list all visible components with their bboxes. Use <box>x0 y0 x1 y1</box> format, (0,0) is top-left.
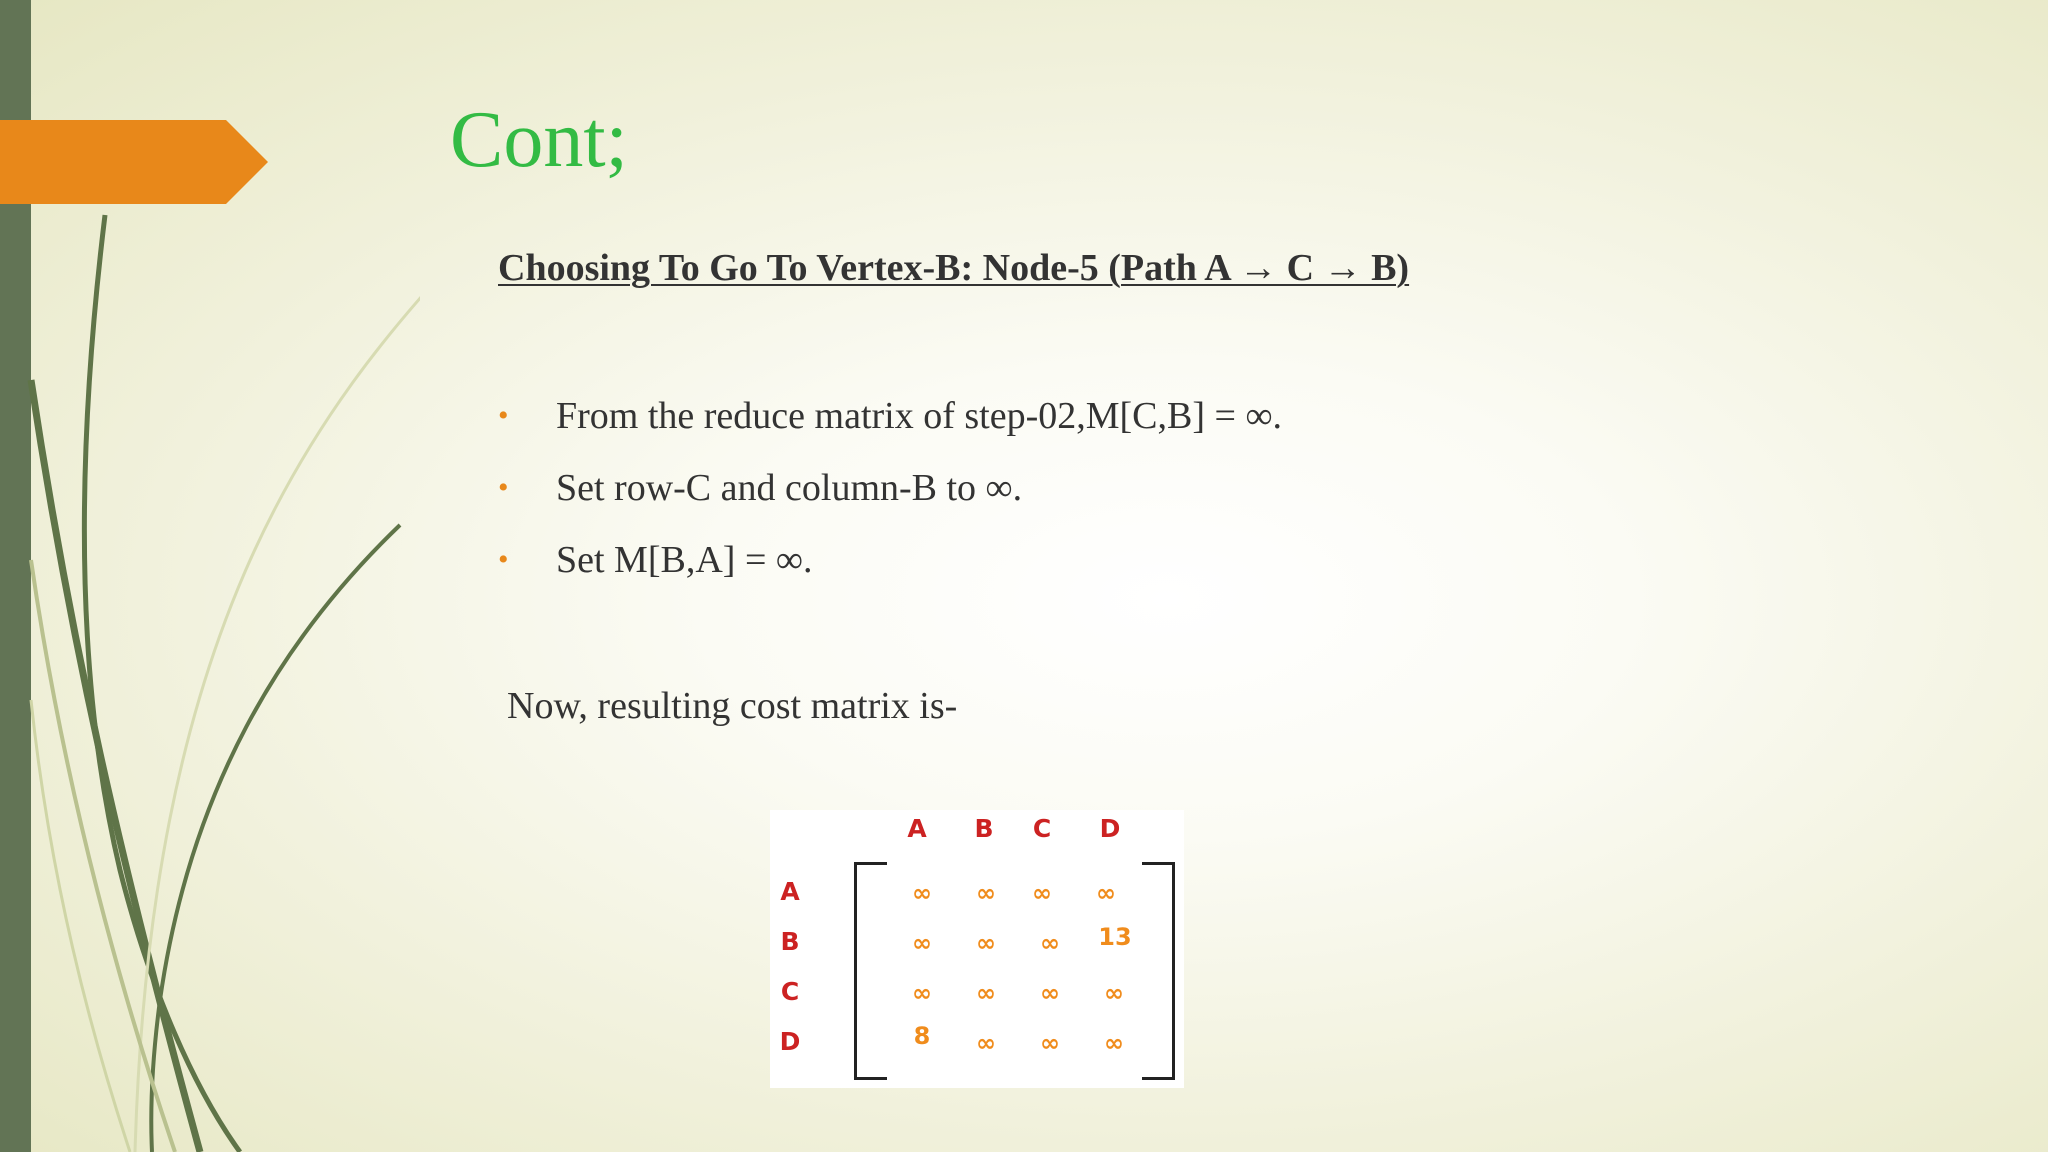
matrix-col-header: A <box>907 814 927 843</box>
bullet-item <box>498 464 1282 536</box>
matrix-col-header: B <box>974 814 994 843</box>
slide-title: Cont; <box>450 96 628 184</box>
matrix-cell: ∞ <box>976 879 996 907</box>
matrix-row-header: D <box>779 1027 801 1056</box>
matrix-row-header: C <box>780 977 800 1006</box>
matrix-row-header: A <box>780 877 800 906</box>
bullet-item <box>498 392 1282 464</box>
matrix-cell: ∞ <box>1032 879 1052 907</box>
result-caption: Now, resulting cost matrix is- <box>507 685 958 727</box>
bullet-list <box>498 392 1282 608</box>
matrix-cell: 8 <box>913 1022 931 1050</box>
matrix-cell: ∞ <box>912 929 932 957</box>
matrix-cell: ∞ <box>1096 879 1116 907</box>
bullet-item <box>498 536 1282 608</box>
bullet-dot-icon: • <box>498 543 509 576</box>
bullet-dot-icon: • <box>498 471 509 504</box>
matrix-cell: 13 <box>1098 923 1132 951</box>
bullet-text: Set M[B,A] = ∞. <box>556 539 813 581</box>
slide-subtitle: Choosing To Go To Vertex-B: Node-5 (Path A → C → B) <box>498 247 1410 289</box>
matrix-col-header: D <box>1099 814 1121 843</box>
matrix-cell: ∞ <box>912 879 932 907</box>
matrix-cell: ∞ <box>1104 979 1124 1007</box>
matrix-col-header: C <box>1032 814 1052 843</box>
arrow-tab <box>0 0 270 210</box>
bullet-text: From the reduce matrix of step-02,M[C,B] = ∞. <box>556 395 1283 437</box>
matrix-right-bracket <box>1142 862 1175 1080</box>
bullet-text: Set row-C and column-B to ∞. <box>556 467 1023 509</box>
matrix-cell: ∞ <box>1040 1029 1060 1057</box>
matrix-cell: ∞ <box>1040 929 1060 957</box>
cost-matrix-image <box>770 810 1184 1088</box>
matrix-cell: ∞ <box>1040 979 1060 1007</box>
matrix-cell: ∞ <box>976 929 996 957</box>
matrix-cell: ∞ <box>976 1029 996 1057</box>
matrix-cell: ∞ <box>912 979 932 1007</box>
bullet-dot-icon: • <box>498 399 509 432</box>
matrix-left-bracket <box>854 862 887 1080</box>
matrix-row-header: B <box>780 927 800 956</box>
matrix-cell: ∞ <box>1104 1029 1124 1057</box>
matrix-cell: ∞ <box>976 979 996 1007</box>
